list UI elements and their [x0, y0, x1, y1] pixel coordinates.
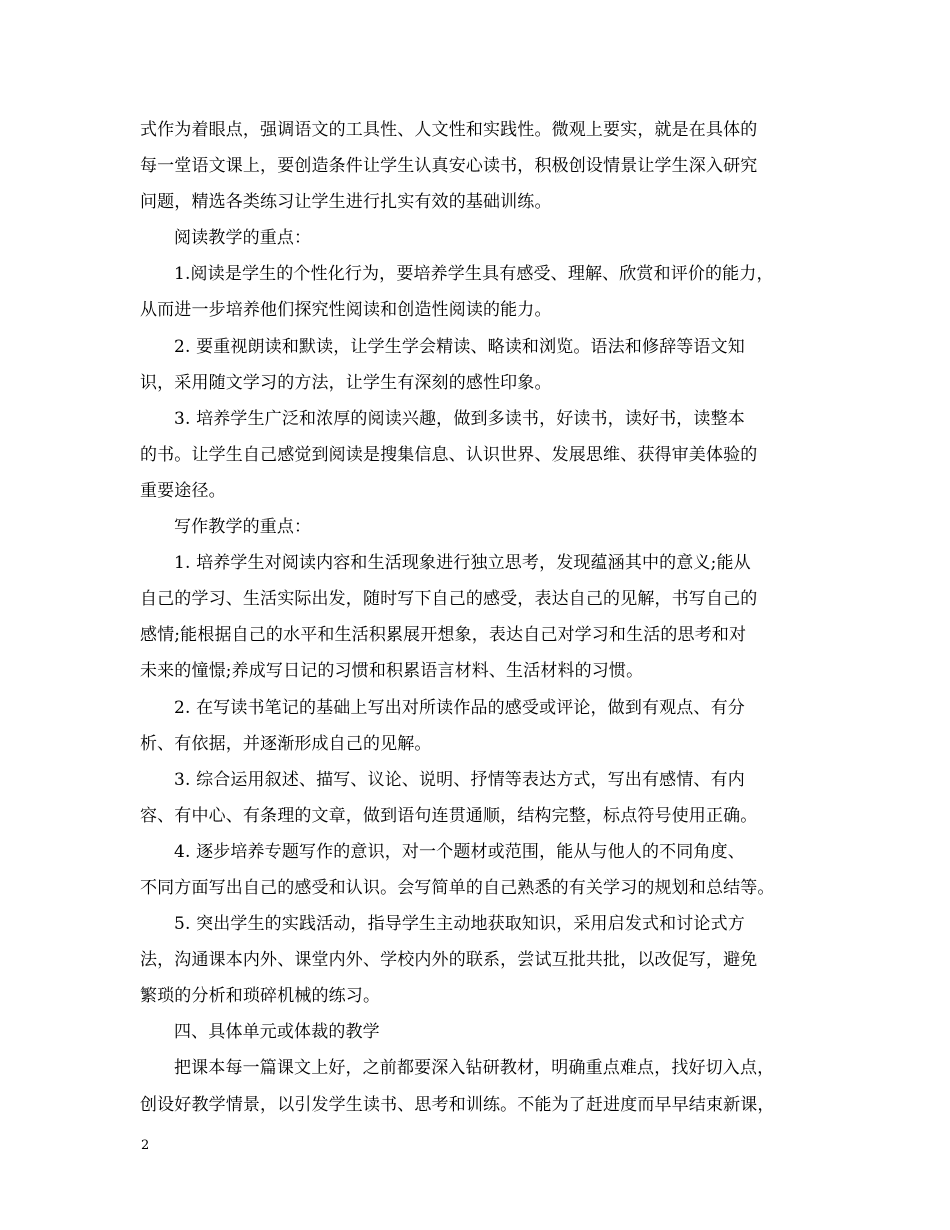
text-line: 每一堂语文课上，要创造条件让学生认真安心读书，积极创设情景让学生深入研究 — [140, 156, 758, 177]
text-line: 识，采用随文学习的方法，让学生有深刻的感性印象。 — [140, 372, 552, 393]
text-line: 式作为着眼点，强调语文的工具性、人文性和实践性。微观上要实，就是在具体的 — [140, 120, 758, 140]
text-line: 从而进一步培养他们探究性阅读和创造性阅读的能力。 — [140, 300, 552, 321]
text-line: 容、有中心、有条理的文章，做到语句连贯通顺，结构完整，标点符号使用正确。 — [140, 805, 758, 826]
text-line: 不同方面写出自己的感受和认识。会写简单的自己熟悉的有关学习的规划和总结等。 — [140, 877, 775, 898]
text-line: 2. 在写读书笔记的基础上写出对所读作品的感受或评论，做到有观点、有分 — [174, 697, 745, 718]
text-line: 3. 综合运用叙述、描写、议论、说明、抒情等表达方式，写出有感情、有内 — [174, 769, 745, 790]
text-line: 重要途径。 — [140, 480, 226, 501]
text-line: 1.阅读是学生的个性化行为，要培养学生具有感受、理解、欣赏和评价的能力， — [174, 264, 774, 285]
text-line: 问题，精选各类练习让学生进行扎实有效的基础训练。 — [140, 192, 552, 213]
document-body — [140, 112, 836, 1123]
text-line: 1. 培养学生对阅读内容和生活现象进行独立思考，发现蕴涵其中的意义;能从 — [174, 553, 751, 574]
text-line: 析、有依据，并逐渐形成自己的见解。 — [140, 733, 432, 754]
text-line: 5. 突出学生的实践活动，指导学生主动地获取知识，采用启发式和讨论式方 — [174, 914, 745, 935]
text-line: 2. 要重视朗读和默读，让学生学会精读、略读和浏览。语法和修辞等语文知 — [174, 336, 745, 357]
section-heading-writing: 写作教学的重点： — [174, 517, 312, 538]
text-line: 创设好教学情景，以引发学生读书、思考和训练。不能为了赶进度而早早结束新课， — [140, 1094, 775, 1115]
text-line: 自己的学习、生活实际出发，随时写下自己的感受，表达自己的见解，书写自己的 — [140, 589, 758, 610]
text-line: 繁琐的分析和琐碎机械的练习。 — [140, 986, 381, 1007]
text-line: 感情;能根据自己的水平和生活积累展开想象，表达自己对学习和生活的思考和对 — [140, 625, 747, 646]
text-line: 未来的憧憬;养成写日记的习惯和积累语言材料、生活材料的习惯。 — [140, 661, 644, 682]
text-line: 把课本每一篇课文上好，之前都要深入钻研教材，明确重点难点，找好切入点， — [174, 1058, 775, 1079]
text-line: 4. 逐步培养专题写作的意识，对一个题材或范围，能从与他人的不同角度、 — [174, 841, 745, 862]
text-line: 法，沟通课本内外、课堂内外、学校内外的联系，尝试互批共批，以改促写，避免 — [140, 950, 758, 971]
text-line: 3. 培养学生广泛和浓厚的阅读兴趣，做到多读书，好读书，读好书，读整本 — [174, 408, 745, 429]
page-number: 2 — [141, 1138, 150, 1153]
section-heading-units: 四、具体单元或体裁的教学 — [174, 1022, 380, 1043]
text-line: 的书。让学生自己感觉到阅读是搜集信息、认识世界、发展思维、获得审美体验的 — [140, 444, 758, 465]
section-heading-reading: 阅读教学的重点： — [174, 228, 312, 249]
